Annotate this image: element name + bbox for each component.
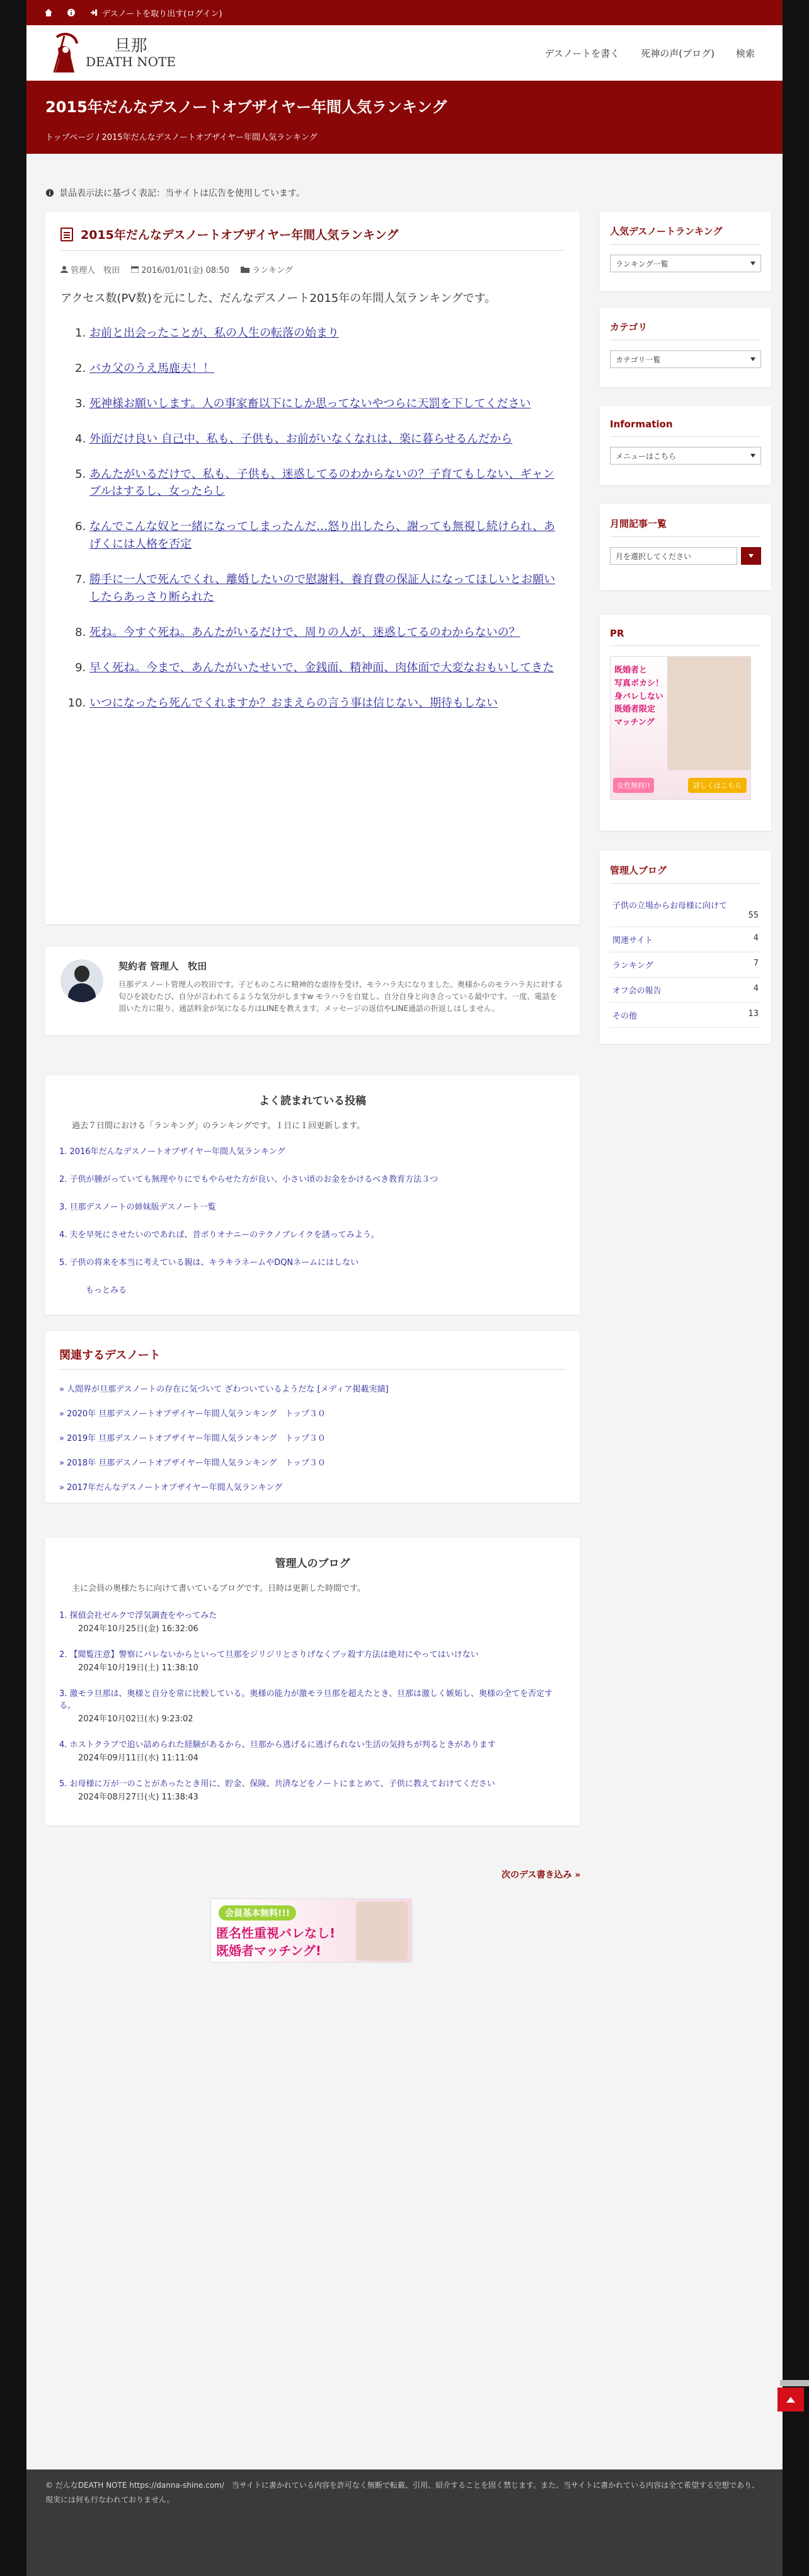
site-footer (26, 2469, 783, 2576)
article-date (131, 263, 229, 275)
blog-category-count: 4 (753, 984, 759, 993)
sidebar-monthly-widget (600, 504, 771, 590)
blog-item (59, 1687, 566, 1724)
month-select[interactable] (610, 547, 737, 565)
avatar (60, 959, 103, 1002)
blog-item-link[interactable]: 5. お母様に万が一のことがあったとき用に、貯金、保険、共済などをノートにまとめて、子供に教えておけてください (59, 1779, 495, 1789)
blog-item-link[interactable]: 4. ホストクラブで追い詰められた経験があるから、旦那から逃げるに逃げられない生活の気持ちが判るときがあります (59, 1740, 496, 1750)
pr-ad-line: マッチング (614, 718, 655, 728)
info-link[interactable] (67, 8, 76, 17)
related-list (59, 1382, 566, 1493)
sidebar-category-widget (600, 308, 771, 387)
ad-notice-text: 景品表示法に基づく表記：当サイトは広告を使用しています。 (59, 188, 305, 199)
admin-blog-list (59, 1609, 566, 1802)
breadcrumb-current: 2015年だんなデスノートオブザイヤー年間人気ランキング (101, 133, 318, 142)
blog-item-link[interactable]: 2. 【閲覧注意】警察にバレないからといって旦那をジリジリとさりげなくブッ殺す方法は絶対にやってはいけない (59, 1650, 479, 1660)
pr-ad-free-badge: 女性無料!! (613, 778, 654, 793)
blog-category-count: 4 (753, 933, 759, 943)
ranking-item (89, 360, 565, 378)
sidebar-blog-title: 管理人ブログ (610, 863, 761, 884)
popular-subtitle: 過去７日間における「ランキング」のランキングです。１日に１回更新します。 (72, 1121, 365, 1131)
pr-ad-line: 既婚者と (614, 666, 648, 675)
author-name: 契約者 管理人 牧田 (118, 961, 207, 972)
author-box (45, 947, 580, 1035)
blog-item-date: 2024年08月27日(火) 11:38:43 (78, 1793, 198, 1802)
chevron-down-icon (750, 357, 755, 361)
article-category[interactable] (241, 263, 293, 275)
blog-category-item[interactable] (610, 892, 761, 927)
related-item[interactable]: » 人間界が旦那デスノートの存在に気づいて ざわついているようだな [メディア掲載実績] (59, 1385, 389, 1394)
site-header (26, 25, 783, 81)
blog-category-count: 13 (748, 1009, 759, 1019)
blog-category-label: オフ会の報告 (612, 986, 662, 996)
admin-blog-subtitle: 主に会員の奥様たちに向けて書いているブログです。日時は更新した時間です。 (72, 1584, 365, 1593)
blog-item (59, 1738, 566, 1763)
sidebar-category-title: カテゴリ (610, 320, 761, 340)
category-select[interactable] (610, 350, 761, 368)
chevron-down-icon (749, 554, 754, 558)
sidebar-monthly-title: 月間記事一覧 (610, 517, 761, 537)
blog-category-label: 関連サイト (612, 936, 653, 945)
blog-category-item[interactable] (610, 927, 761, 952)
ranking-link[interactable]: お前と出会ったことが、私の人生の転落の始まり (89, 326, 339, 340)
ranking-link[interactable]: 早く死ね。今まで、あんたがいたせいで、金銭面、精神面、肉体面で大変なおもいしてきた (89, 661, 554, 674)
bottom-ad-badge: 会員基本無料!!! (219, 1905, 296, 1920)
related-item[interactable]: » 2020年 旦那デスノートオブザイヤー年間人気ランキング トップ３０ (59, 1409, 326, 1419)
back-to-top-button[interactable] (777, 2388, 804, 2411)
sidebar-admin-blog-widget (600, 851, 771, 1044)
nav-blog[interactable]: 死神の声(ブログ) (641, 47, 714, 59)
admin-blog (45, 1538, 580, 1825)
nav-search[interactable]: 検索 (735, 47, 755, 59)
ranking-link[interactable]: 死神様お願いします。人の事家畜以下にしか思ってないやつらに天罰を下してください (89, 396, 531, 410)
related-item[interactable]: » 2019年 旦那デスノートオブザイヤー年間人気ランキング トップ３０ (59, 1434, 326, 1443)
blog-item-date: 2024年10月25日(金) 16:32:06 (78, 1624, 198, 1634)
article-card (45, 212, 580, 924)
admin-blog-title: 管理人のブログ (275, 1557, 350, 1570)
home-link[interactable] (44, 8, 53, 17)
pr-ad-photo (667, 657, 750, 770)
bottom-ad-photo (356, 1902, 408, 1961)
next-post-link[interactable]: 次のデス書き込み » (502, 1870, 581, 1880)
ranking-link[interactable]: 死ね。今すぐ死ね。あんたがいるだけで、周りの人が、迷惑してるのわからないの？ (89, 625, 520, 639)
ad-notice (45, 187, 305, 199)
popular-item[interactable]: 3. 旦那デスノートの姉妹版デスノート一覧 (59, 1203, 216, 1212)
blog-item (59, 1777, 566, 1802)
info-select-value: メニューはこちら (616, 451, 677, 461)
nav-write-deathnote[interactable]: デスノートを書く (544, 47, 620, 59)
chevron-down-icon (750, 454, 755, 458)
article-category-text: ランキング (252, 266, 293, 275)
blog-category-item[interactable] (610, 1003, 761, 1028)
ranking-link[interactable]: 勝手に一人で死んでくれ、離婚したいので慰謝料、養育費の保証人になってほしいとお願いしたらあっさり断られた (89, 573, 556, 604)
sidebar-pr-widget (600, 615, 771, 831)
related-item[interactable]: » 2018年 旦那デスノートオブザイヤー年間人気ランキング トップ３０ (59, 1458, 326, 1468)
article-meta (60, 263, 565, 275)
ranking-link[interactable]: あんたがいるだけで、私も、子供も、迷惑してるのわからないの？子育てもしない、ギャンブルはするし、女ったらし (89, 467, 554, 499)
month-dropdown-button[interactable] (741, 547, 761, 565)
related-deathnotes (45, 1331, 580, 1503)
ranking-item (89, 659, 565, 677)
blog-category-item[interactable] (610, 952, 761, 978)
ranking-item (89, 695, 565, 712)
breadcrumb (45, 130, 764, 142)
blog-item (59, 1648, 566, 1673)
pr-ad-line: 写真ボカシ！ (614, 678, 664, 688)
info-select[interactable] (610, 447, 761, 465)
related-title: 関連するデスノート (59, 1346, 566, 1370)
ranking-item (89, 624, 565, 642)
blog-category-count: 55 (748, 911, 759, 920)
user-icon (60, 265, 68, 273)
bottom-banner-ad[interactable] (210, 1898, 412, 1963)
bottom-ad-line2: 既婚者マッチング! (216, 1943, 321, 1958)
blog-item-date: 2024年09月11日(水) 11:11:04 (78, 1753, 198, 1763)
blog-category-item[interactable] (610, 978, 761, 1003)
ranking-item (89, 571, 565, 606)
reaper-logo-icon (45, 31, 83, 75)
popular-posts (45, 1075, 580, 1315)
blog-item (59, 1609, 566, 1634)
blog-category-count: 7 (753, 959, 759, 968)
info-circle-icon (45, 188, 54, 197)
blog-item-date: 2024年10月02日(水) 9:23:02 (78, 1714, 193, 1724)
pr-ad-line: 既婚者限定 (614, 705, 656, 715)
breadcrumb-separator: / (96, 133, 100, 142)
sidebar-ranking-widget (600, 212, 771, 291)
sidebar-info-title: Information (610, 419, 761, 437)
ranking-link[interactable]: なんでこんな奴と一緒になってしまったんだ…怒り出したら、謝っても無視し続けられ、あげくには人格を否定 (89, 520, 556, 552)
pr-ad-copy (614, 664, 663, 730)
info-icon (67, 8, 76, 17)
article-title-text: 2015年だんなデスノートオブザイヤー年間人気ランキング (81, 228, 399, 242)
floating-edge-tab[interactable] (780, 2380, 809, 2386)
page-hero (26, 81, 783, 154)
site-logo[interactable] (45, 31, 176, 75)
popular-list (59, 1145, 566, 1268)
article-author-name: 管理人 牧田 (71, 266, 120, 275)
ranking-link[interactable]: いつになったら死んでくれますか？おまえらの言う事は信じない、期待もしない (89, 696, 498, 710)
article-date-text: 2016/01/01(金) 08:50 (141, 266, 229, 275)
popular-item[interactable]: 1. 2016年だんなデスノートオブザイヤー年間人気ランキング (59, 1147, 285, 1157)
page-title: 2015年だんなデスノートオブザイヤー年間人気ランキング (45, 98, 447, 116)
breadcrumb-home[interactable]: トップページ (45, 133, 94, 142)
sidebar-info-widget (600, 406, 771, 485)
popular-item[interactable]: 2. 子供が腫がっていても無理やりにでもやらせた方が良い、小さい頃のお金をかけるべき教育方法３つ (59, 1175, 439, 1184)
blog-item-date: 2024年10月19日(土) 11:38:10 (78, 1663, 198, 1673)
logo-jp-text: 旦那 (114, 37, 147, 55)
article-lead: アクセス数(PV数)を元にした、だんなデスノート2015年の年間人気ランキングです。 (60, 292, 496, 305)
sidebar-ranking-title: 人気デスノートランキング (610, 224, 761, 245)
pr-ad-detail-button[interactable]: 詳しくはこちら (688, 778, 747, 793)
ranking-link[interactable]: 外面だけ良い 自己中、私も、子供も、お前がいなくなれは、楽に暮らせるんだから (89, 432, 513, 446)
login-link[interactable] (89, 7, 222, 19)
document-icon (60, 228, 73, 241)
ranking-item (89, 518, 565, 553)
popular-item[interactable]: 5. 子供の将来を本当に考えている親は、キラキラネームやDQNネームにはしない (59, 1258, 359, 1268)
ranking-link[interactable]: バカ父のうえ馬鹿夫！！ (89, 361, 214, 375)
blog-item-link[interactable]: 3. 激モラ旦那は、奥様と自分を常に比較している。奥様の能力が激モラ旦那を超えたとき、旦那は激しく嫉妬し、奥様の全てを否定する。 (59, 1689, 553, 1711)
arrow-up-icon (786, 2397, 795, 2403)
ranking-item (89, 325, 565, 342)
main-nav (544, 47, 755, 60)
bottom-ad-line1: 匿名性重視バレなし! (216, 1926, 336, 1941)
ranking-item (89, 430, 565, 448)
ranking-item (89, 395, 565, 413)
blog-category-list (610, 892, 761, 1028)
author-bio: 旦那デスノート管理人の牧田です。子どものころに精神的な虐待を受け、モラハラ夫になりました。奥様からのモラハラ夫に対する匂ひを読むたび、自分が言われてるような気分がしますw モラハラを自覚し、自分自身と向き合っている最中です。一度、電話を頂いた方に限り、通話料金が気になる方はLINEを教えます。メッセージの返信やLINE通話の折返しはしません。 (118, 980, 563, 1014)
folder-icon (241, 265, 250, 273)
blog-category-label: 子供の立場からお母様に向けて (612, 901, 728, 911)
login-icon (89, 8, 98, 17)
popular-more-link[interactable]: もっとみる (86, 1286, 127, 1295)
popular-item[interactable]: 4. 夫を早死にさせたいのであれば、昔ボりオナニーのテクノブレイクを誘ってみよう。 (59, 1230, 379, 1240)
related-item[interactable]: » 2017年だんなデスノートオブザイヤー年間人気ランキング (59, 1483, 283, 1493)
calendar-icon (131, 265, 139, 273)
ranking-list (60, 325, 565, 712)
login-label: デスノートを取り出す(ログイン) (102, 9, 222, 19)
blog-category-label: ランキング (612, 961, 653, 971)
article-title (60, 226, 565, 251)
chevron-down-icon (750, 262, 755, 265)
ranking-select[interactable] (610, 255, 761, 272)
home-icon (44, 8, 53, 17)
footer-text: © だんなDEATH NOTE https://danna-shine.com/ 当サイトに書かれている内容を許可なく無断で転載、引用、紹介することを固く禁じます。また、当サイトに書かれている内容は全て希望する空想であり、現実には何も行なわれておりません。 (45, 2481, 760, 2504)
category-select-value: カテゴリ一覧 (616, 355, 661, 364)
ranking-select-value: ランキング一覧 (616, 259, 668, 269)
sidebar-pr-title: PR (610, 628, 761, 646)
pr-banner-ad[interactable] (610, 656, 751, 800)
month-select-value: 月を選択してください (616, 552, 692, 561)
logo-en-text: DEATH NOTE (86, 54, 176, 69)
article-author (60, 263, 120, 275)
ranking-item (89, 466, 565, 501)
top-utility-bar (26, 0, 783, 25)
blog-item-link[interactable]: 1. 探偵会社ゼルクで浮気調査をやってみた (59, 1611, 217, 1620)
blog-category-label: その他 (612, 1012, 638, 1021)
pr-ad-line: 身バレしない (614, 691, 664, 702)
popular-title: よく読まれている投稿 (259, 1095, 366, 1107)
